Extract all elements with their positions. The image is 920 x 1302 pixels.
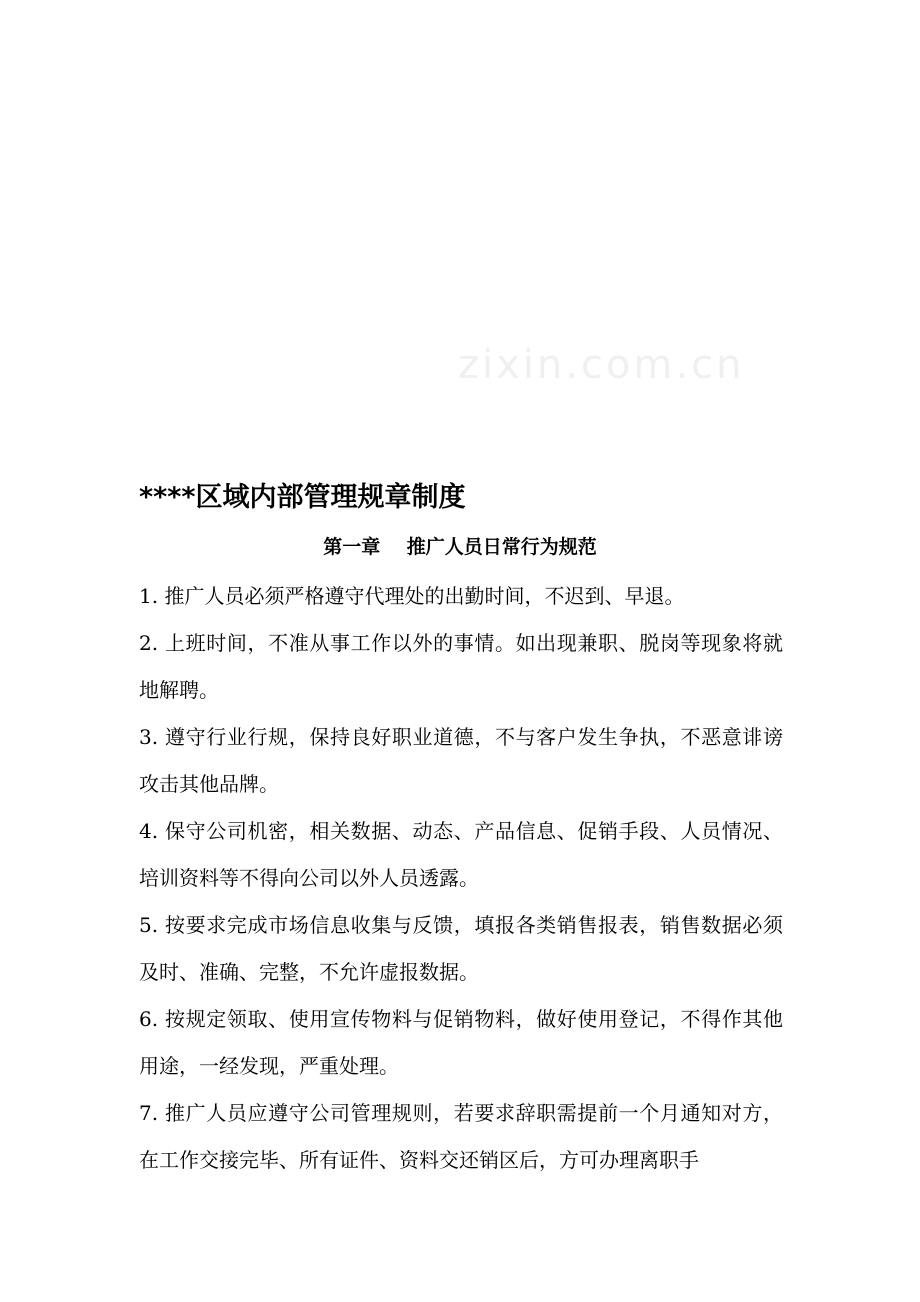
- chapter-heading: 第一章 推广人员日常行为规范: [323, 536, 597, 558]
- rules-list: [139, 573, 783, 1184]
- rule-item-1: 1. 推广人员必须严格遵守代理处的出勤时间，不迟到、早退。: [139, 584, 685, 608]
- rule-item-2: 2. 上班时间，不准从事工作以外的事情。如出现兼职、脱岗等现象将就地解聘。: [139, 631, 783, 702]
- rule-item-4: 4. 保守公司机密，相关数据、动态、产品信息、促销手段、人员情况、培训资料等不得向公司以外人员透露。: [139, 819, 783, 890]
- watermark: zixin.com.cn: [458, 342, 745, 388]
- rule-item-6: 6. 按规定领取、使用宣传物料与促销物料，做好使用登记，不得作其他用途，一经发现，严重处理。: [139, 1007, 783, 1078]
- document-title: ****区域内部管理规章制度: [139, 482, 466, 513]
- rule-item-7: 7. 推广人员应遵守公司管理规则，若要求辞职需提前一个月通知对方，在工作交接完毕、所有证件、资料交还销区后，方可办理离职手: [139, 1101, 783, 1172]
- rule-item-5: 5. 按要求完成市场信息收集与反馈，填报各类销售报表，销售数据必须及时、准确、完整，不允许虚报数据。: [139, 913, 783, 984]
- rule-item-3: 3. 遵守行业行规，保持良好职业道德，不与客户发生争执，不恶意诽谤攻击其他品牌。: [139, 725, 783, 796]
